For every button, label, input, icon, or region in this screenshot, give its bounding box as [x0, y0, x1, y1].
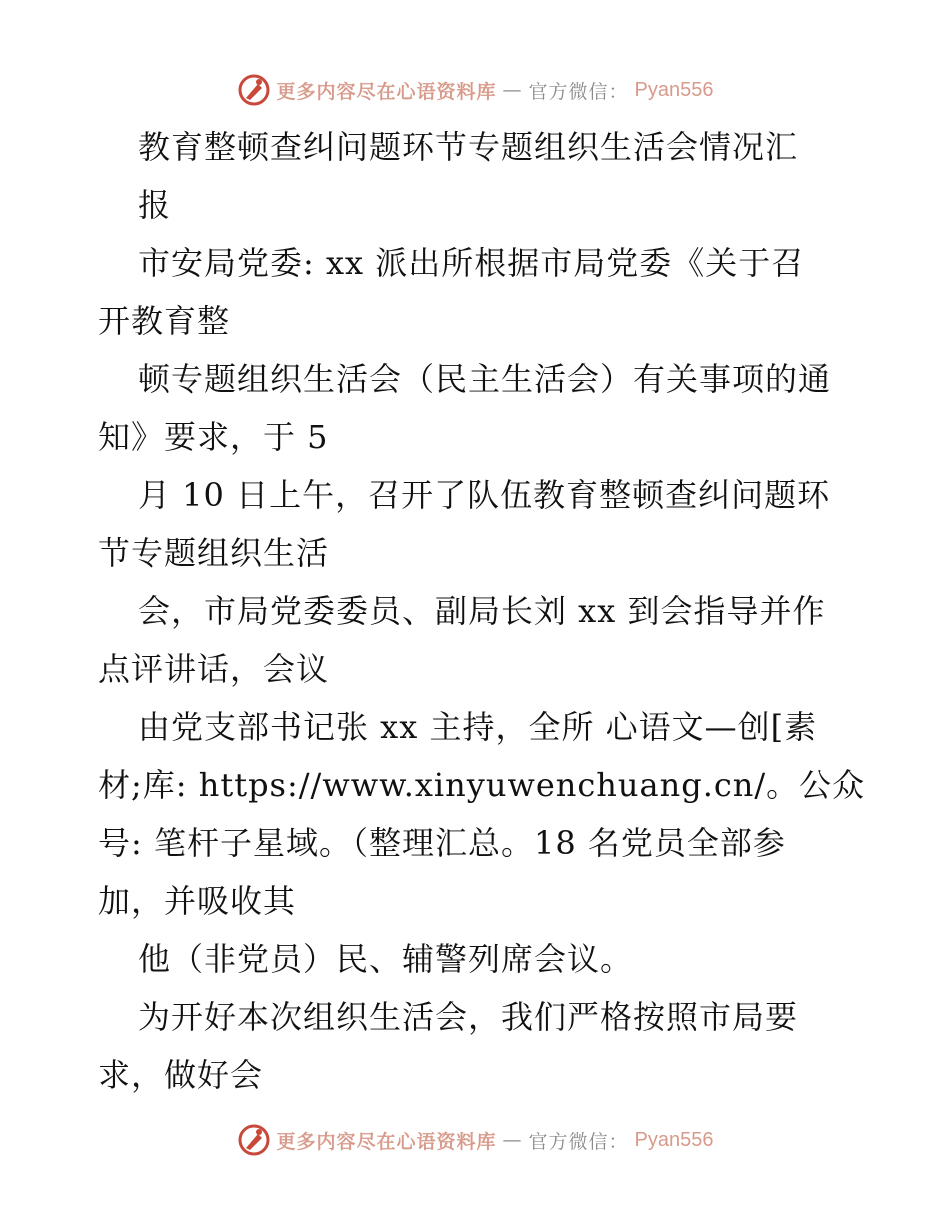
paragraph-line: 节专题组织生活 — [98, 534, 330, 572]
paragraph-line: 点评讲话，会议 — [98, 650, 330, 688]
paragraph-line: 顿专题组织生活会（民主生活会）有关事项的通 — [138, 360, 832, 398]
site-name-text: 更多内容尽在心语资料库 — [276, 1130, 497, 1153]
wechat-handle: Pyan556 — [634, 78, 714, 101]
wechat-label: 官方微信： — [528, 80, 629, 103]
document-body — [98, 118, 866, 1104]
paragraph-line: 知》要求，于 5 — [98, 418, 329, 456]
paragraph-line: 会，市局党委委员、副局长刘 xx 到会指导并作 — [138, 592, 826, 630]
pen-nib-logo-icon — [237, 1123, 271, 1157]
paragraph-line: 求，做好会 — [98, 1056, 264, 1094]
paragraph-line: 加，并吸收其 — [98, 882, 297, 920]
paragraph-line: 月 10 日上午，召开了队伍教育整顿查纠问题环 — [138, 476, 831, 514]
title-line-2: 报 — [138, 186, 172, 224]
paragraph-line: 开教育整 — [98, 302, 231, 340]
header-watermark-banner — [0, 72, 950, 108]
paragraph-line: 为开好本次组织生活会，我们严格按照市局要 — [138, 998, 799, 1036]
title-line-1: 教育整顿查纠问题环节专题组织生活会情况汇 — [138, 128, 799, 166]
dash-separator: — — [502, 79, 523, 101]
paragraph-line: 他（非党员）民、辅警列席会议。 — [138, 940, 634, 978]
wechat-handle: Pyan556 — [634, 1128, 714, 1151]
pen-nib-logo-icon — [237, 73, 271, 107]
paragraph-line: 由党支部书记张 xx 主持，全所 心语文—创[素 — [138, 708, 818, 746]
paragraph-line: 市安局党委: xx 派出所根据市局党委《关于召 — [138, 244, 805, 282]
site-name-text: 更多内容尽在心语资料库 — [276, 80, 497, 103]
paragraph-line: 号: 笔杆子星域。（整理汇总。18 名党员全部参 — [98, 824, 786, 862]
paragraph-line: 材;库: https://www.xinyuwenchuang.cn/。公众 — [98, 766, 866, 804]
wechat-label: 官方微信： — [528, 1130, 629, 1153]
footer-watermark-banner — [0, 1122, 950, 1158]
dash-separator: — — [502, 1129, 523, 1151]
